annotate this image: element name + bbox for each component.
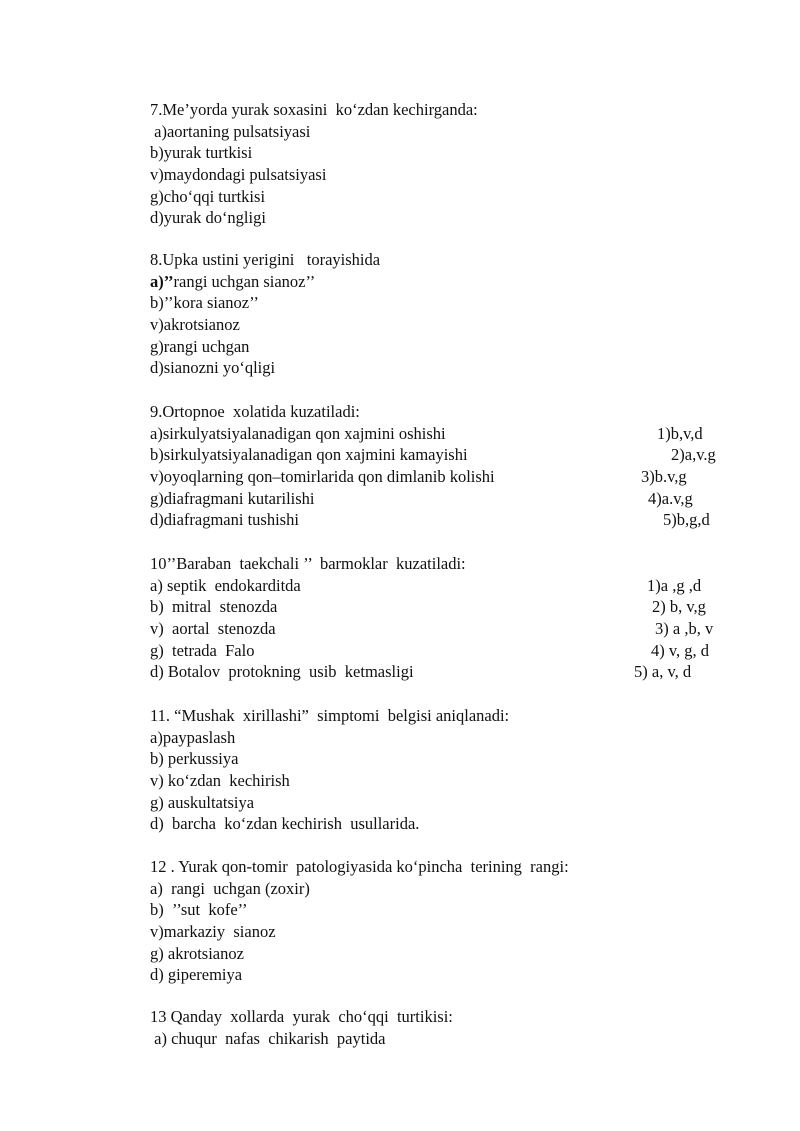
option-b: b)yurak turtkisi	[150, 143, 253, 163]
option-a-text: rangi uchgan sianoz’’	[173, 271, 316, 291]
option-text: g) tetrada Falo	[150, 640, 255, 660]
question-title: 9.Ortopnoe xolatida kuzatiladi:	[150, 402, 360, 421]
option-row	[150, 488, 750, 510]
option-v: v)akrotsianoz	[150, 315, 240, 335]
option-g: g)cho‘qqi turtkisi	[150, 186, 266, 206]
option-g: g) auskultatsiya	[150, 792, 255, 812]
option-a: a)paypaslash	[150, 727, 236, 747]
option-row	[150, 423, 750, 445]
question-12	[150, 856, 750, 986]
answer-key: 3)b.v,g	[641, 467, 687, 487]
question-13	[150, 1006, 750, 1049]
option-text: g)diafragmani kutarilishi	[150, 488, 315, 508]
option-row	[150, 466, 750, 488]
option-text: v)oyoqlarning qon–tomirlarida qon dimlanib kolishi	[150, 467, 495, 487]
option-v: v) ko‘zdan kechirish	[150, 771, 290, 791]
option-row	[150, 575, 750, 597]
option-text: d)diafragmani tushishi	[150, 510, 299, 530]
option-d: d) barcha ko‘zdan kechirish usullarida.	[150, 814, 420, 834]
question-8	[150, 249, 750, 379]
option-row	[150, 640, 750, 662]
option-row	[150, 596, 750, 618]
answer-key: 5)b,g,d	[663, 510, 710, 530]
option-row	[150, 444, 750, 466]
answer-key: 3) a ,b, v	[655, 619, 714, 639]
question-title: 8.Upka ustini yerigini torayishida	[150, 250, 381, 269]
answer-key: 4) v, g, d	[651, 640, 710, 660]
option-d: d)sianozni yo‘qligi	[150, 358, 276, 378]
answer-key: 5) a, v, d	[634, 662, 692, 682]
question-title: 13 Qanday xollarda yurak cho‘qqi turtikisi:	[150, 1007, 453, 1026]
option-row	[150, 618, 750, 640]
option-g: g) akrotsianoz	[150, 943, 244, 963]
option-a-prefix: a)’’	[150, 271, 174, 291]
option-a: a) rangi uchgan (zoxir)	[150, 878, 310, 898]
question-title: 7.Me’yorda yurak soxasini ko‘zdan kechirganda:	[150, 100, 478, 119]
option-a	[150, 271, 750, 293]
answer-key: 1)b,v,d	[657, 423, 703, 443]
option-text: a) septik endokarditda	[150, 575, 301, 595]
option-v: v)markaziy sianoz	[150, 922, 276, 942]
option-text: b)sirkulyatsiyalanadigan qon xajmini kamayishi	[150, 445, 468, 465]
option-v: v)maydondagi pulsatsiyasi	[150, 165, 327, 185]
option-text: v) aortal stenozda	[150, 619, 276, 639]
option-row	[150, 661, 750, 683]
question-title: 12 . Yurak qon-tomir patologiyasida ko‘pincha terining rangi:	[150, 857, 569, 876]
option-b: b) perkussiya	[150, 749, 239, 769]
option-a: a) chuqur nafas chikarish paytida	[150, 1028, 386, 1048]
question-10	[150, 553, 750, 683]
answer-key: 2)a,v.g	[671, 445, 716, 465]
question-11	[150, 705, 750, 835]
option-text: a)sirkulyatsiyalanadigan qon xajmini oshishi	[150, 423, 446, 443]
answer-key: 4)a.v,g	[648, 488, 693, 508]
option-d: d) giperemiya	[150, 965, 243, 985]
answer-key: 1)a ,g ,d	[647, 575, 702, 595]
question-7	[150, 99, 750, 229]
answer-key: 2) b, v,g	[652, 597, 706, 617]
option-b: b) ’’sut kofe’’	[150, 900, 248, 920]
option-text: d) Botalov protokning usib ketmasligi	[150, 662, 414, 682]
option-row	[150, 509, 750, 531]
option-d: d)yurak do‘ngligi	[150, 208, 266, 228]
question-9	[150, 401, 750, 531]
option-a: a)aortaning pulsatsiyasi	[150, 121, 311, 141]
question-title: 10’’Baraban taekchali ’’ barmoklar kuzatiladi:	[150, 554, 466, 573]
option-g: g)rangi uchgan	[150, 336, 250, 356]
option-b: b)’’kora sianoz’’	[150, 293, 259, 313]
option-text: b) mitral stenozda	[150, 597, 278, 617]
question-title: 11. “Mushak xirillashi” simptomi belgisi aniqlanadi:	[150, 706, 510, 725]
